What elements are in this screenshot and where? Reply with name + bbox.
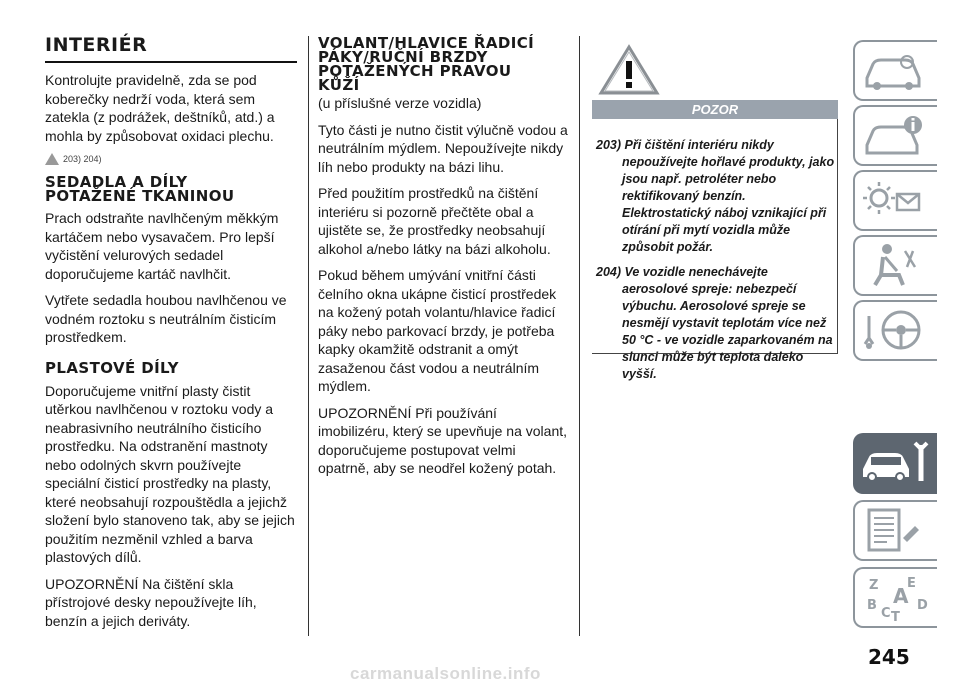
- warning-lights-icon: [855, 172, 935, 229]
- warning-item-204: 204) Ve vozidle nenechávejte aerosolové spreje: nebezpečí výbuchu. Aerosolové spreje se nesmějí vystavit teplotám více než 50 °C - ve vozidle zaparkovaném na slunci může být teplota daleko vyšší.: [596, 265, 833, 381]
- page-number: 245: [868, 645, 910, 669]
- car-info-icon: [855, 107, 935, 164]
- spec-sheet-icon: [855, 502, 935, 559]
- leather-heading-line4: KŮŽÍ: [318, 76, 360, 94]
- index-letters-icon: [855, 569, 935, 626]
- column-divider-2: [579, 36, 580, 636]
- leather-paragraph-3: Pokud během umývání vnitřní části čelního okna ukápne čisticí prostředek na kožený potah volantu/hlavice řadicí páky nebo parkovací brzdy, je potřeba kapky okamžitě odstranit a omýt zasaženou část vodou a neutrálním mýdlem.: [318, 267, 557, 394]
- index-letter: Z: [869, 578, 879, 593]
- seats-paragraph-1: Prach odstraňte navlhčeným měkkým kartáčem nebo vysavačem. Pro lepší vyčistění velurových sedadel doporučujeme kartáč navlhčit.: [45, 210, 279, 282]
- leather-paragraph-4: UPOZORNĚNÍ Při používání imobilizéru, který se upevňuje na volant, doporučujeme postupovat velmi opatrně, aby se neodřel kožený potah.: [318, 404, 568, 476]
- column-divider-1: [308, 36, 309, 636]
- title-rule: [45, 61, 297, 63]
- seats-heading: [45, 175, 297, 203]
- reference-numbers: 203) 204): [63, 154, 102, 164]
- middle-column: [318, 36, 570, 486]
- warning-reference: [45, 153, 297, 165]
- index-letter: D: [917, 598, 928, 613]
- plastic-paragraph-2: UPOZORNĚNÍ Na čištění skla přístrojové desky nepoužívejte líh, benzín a jejich deriváty.: [45, 575, 257, 629]
- index-letter: B: [867, 598, 877, 613]
- left-column: [45, 36, 297, 638]
- car-wrench-icon: [855, 435, 935, 492]
- warning-header: POZOR: [592, 100, 838, 119]
- interior-paragraph: Kontrolujte pravidelně, zda se pod koberečky nedrží voda, která sem zatekla (z podrážek, deštníků, atd.) a mohla by způsobovat oxidaci plechu.: [45, 72, 275, 144]
- leather-paragraph-2: Před použitím prostředků na čištění interiéru si pozorně přečtěte obal a ujistěte se, že prostředky neobsahují alkohol a/nebo látky na bázi alkoholu.: [318, 185, 551, 257]
- seats-heading-line1: SEDADLA A DÍLY: [45, 173, 188, 191]
- index-letter: T: [891, 610, 900, 625]
- tab-index-letters[interactable]: [853, 567, 937, 628]
- warning-item-203: 203) Při čištění interiéru nikdy nepoužívejte hořlavé produkty, jako jsou např. petroléter nebo rektifikovaný benzín. Elektrostatický náboj vznikající při otírání při mytí vozidla může způsobit požár.: [596, 138, 835, 254]
- index-letter: A: [893, 584, 909, 608]
- tab-spec-sheet[interactable]: [853, 500, 937, 561]
- seats-paragraph-2: Vytřete sedadla houbou navlhčenou ve vodném roztoku s neutrálním čisticím prostředkem.: [45, 292, 287, 345]
- leather-heading-line3: POTAŽENÝCH PRAVOU: [318, 62, 512, 80]
- tab-car-info[interactable]: [853, 105, 937, 166]
- warning-box: [592, 44, 838, 381]
- plastic-paragraph-1: Doporučujeme vnitřní plasty čistit utěrkou navlhčenou v roztoku vody a neabrasivního neutrálního čisticího prostředku. Na odstranění mastnoty nebo odolných skvrn používejte speciální čisticí prostředky na plasty, které neobsahují rozpouštědla a jejichž složení bylo stanoveno tak, aby se jejich použitím nezměnil vzhled a barva plastových dílů.: [45, 382, 295, 565]
- index-letter: E: [907, 576, 916, 591]
- steering-key-icon: [855, 302, 935, 359]
- watermark: carmanualsonline.info: [350, 664, 541, 683]
- warning-triangle-icon: [598, 44, 660, 96]
- leather-heading-line1: VOLANT/HLAVICE ŘADICÍ: [318, 34, 535, 52]
- warning-body: [592, 119, 838, 381]
- seat-safety-icon: [855, 237, 935, 294]
- plastic-heading: PLASTOVÉ DÍLY: [45, 358, 179, 377]
- leather-paragraph-1: Tyto části je nutno čistit výlučně vodou a neutrálním mýdlem. Nepoužívejte nikdy líh nebo produkty na bázi lihu.: [318, 121, 568, 175]
- version-note: (u příslušné verze vozidla): [318, 95, 482, 111]
- tab-car-wrench[interactable]: [853, 433, 937, 494]
- leather-heading: [318, 36, 570, 92]
- leather-heading-line2: PÁKY/RUČNÍ BRZDY: [318, 48, 488, 66]
- seats-heading-line2: POTAŽENÉ TKANINOU: [45, 187, 235, 205]
- car-overview-icon: [855, 42, 935, 99]
- tab-seat-safety[interactable]: [853, 235, 937, 296]
- index-letter: C: [881, 606, 891, 621]
- tab-warning-lights[interactable]: [853, 170, 937, 231]
- section-title: INTERIÉR: [45, 34, 148, 56]
- tab-car-overview[interactable]: [853, 40, 937, 101]
- tab-steering-key[interactable]: [853, 300, 937, 361]
- small-warning-icon: [45, 153, 59, 165]
